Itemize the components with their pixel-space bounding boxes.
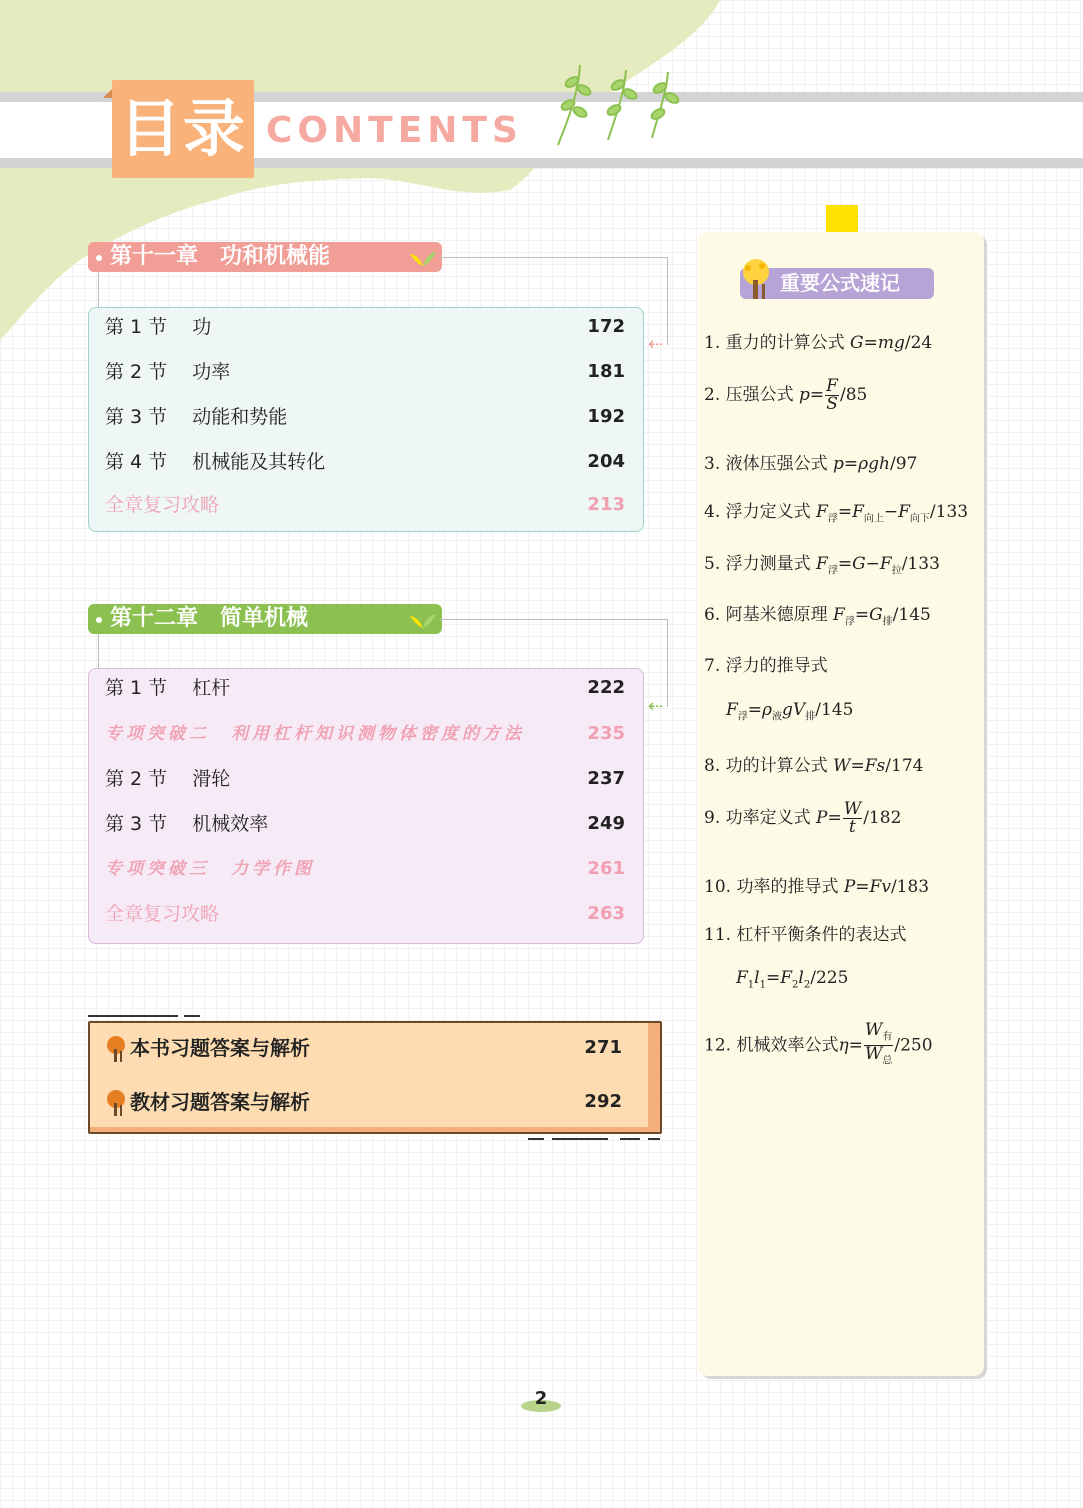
toc-entry[interactable]: [105, 357, 625, 387]
formula-label: 11. 杠杆平衡条件的表达式: [704, 925, 907, 945]
toc-entry-label: 第 2 节 滑轮: [105, 768, 231, 790]
formula-subscript: 浮: [844, 616, 855, 628]
toc-entry[interactable]: [105, 809, 625, 839]
chapter-11-title: 第十一章 功和机械能: [110, 244, 331, 269]
formula-item: [704, 328, 932, 353]
formula-expression: =G−F: [837, 554, 892, 574]
formula-expression: F: [736, 968, 748, 988]
formula-label: 3. 液体压强公式: [704, 454, 834, 474]
leaves-decoration-icon: [548, 60, 688, 150]
formula-subscript: 1: [747, 979, 755, 991]
toc-entry-label: 全章复习攻略: [105, 903, 220, 925]
answers-entry-page: 292: [584, 1091, 622, 1112]
toc-entry-label: 第 2 节 功率: [105, 361, 231, 383]
fraction: [843, 801, 862, 836]
formula-page: /145: [815, 700, 854, 720]
formula-subscript: 有: [882, 1031, 893, 1043]
decorative-dash: [648, 1138, 660, 1140]
fraction-numerator: [864, 1022, 893, 1046]
toc-entry-label: 第 3 节 机械效率: [105, 813, 269, 835]
formula-label: 8. 功的计算公式: [704, 756, 834, 776]
arrow-left-icon: ⇠: [648, 334, 664, 355]
formula-expression: gV: [782, 700, 806, 720]
bullet-icon: [96, 617, 102, 623]
formula-label: 6. 阿基米德原理: [704, 605, 834, 625]
formula-expression: p=: [799, 385, 825, 405]
formula-subscript: 2: [792, 979, 799, 991]
formula-page: /97: [889, 454, 918, 474]
fraction-denominator-text: W: [864, 1044, 883, 1065]
formula-label: 10. 功率的推导式: [704, 877, 844, 897]
formula-subscript: 排: [882, 616, 893, 628]
decorative-dash: [528, 1138, 544, 1140]
formula-subscript: 向下: [909, 513, 930, 525]
formula-subscript: 向上: [863, 513, 884, 525]
decorative-dash: [88, 1015, 178, 1017]
formula-label: 5. 浮力测量式: [704, 554, 817, 574]
toc-entry[interactable]: [105, 402, 625, 432]
toc-entry-page: 192: [587, 406, 625, 427]
formula-item: [704, 651, 828, 676]
toc-entry-page: 222: [587, 677, 625, 698]
formula-subscript: 浮: [737, 711, 748, 723]
toc-entry-label: 专项突破二 利用杠杆知识测物体密度的方法: [105, 724, 525, 744]
formula-page: /133: [901, 554, 940, 574]
formula-subscript: 1: [759, 979, 766, 991]
formula-item: [704, 1022, 933, 1070]
formula-subscript: 浮: [827, 565, 838, 577]
decorative-dash: [620, 1138, 640, 1140]
chapter-11-header[interactable]: [88, 242, 442, 272]
formula-expression: l: [798, 968, 804, 988]
formula-expression: P=: [816, 808, 842, 828]
formula-expression: G=mg: [850, 333, 905, 353]
toc-entry-page: 261: [587, 858, 625, 879]
tree-icon: [104, 1089, 128, 1117]
answers-entry-label: 教材习题答案与解析: [130, 1090, 310, 1114]
formula-label: 9. 功率定义式: [704, 808, 817, 828]
fraction-denominator: t: [849, 817, 856, 837]
formula-page: /85: [839, 385, 868, 405]
formula-page: /183: [890, 877, 930, 897]
formula-item: [704, 751, 923, 776]
formula-item-line2: [736, 968, 848, 990]
chapter-12-title: 第十二章 简单机械: [110, 606, 309, 631]
formula-label: 4. 浮力定义式: [704, 502, 817, 522]
page-subtitle: CONTENTS: [266, 110, 523, 151]
formula-expression: =F: [837, 502, 864, 522]
toc-entry[interactable]: [105, 447, 625, 477]
formula-subscript: 排: [805, 711, 816, 723]
toc-entry[interactable]: [105, 764, 625, 794]
formula-expression: η=: [838, 1035, 863, 1056]
answers-box: [88, 1021, 662, 1134]
fraction-denominator: S: [826, 394, 838, 414]
toc-entry-review[interactable]: [105, 490, 625, 520]
toc-entry-page: 172: [587, 316, 625, 337]
formula-page: /145: [892, 605, 931, 625]
formula-panel-title: 重要公式速记: [740, 268, 934, 299]
formula-expression: F: [816, 554, 828, 574]
formula-expression: l: [754, 968, 760, 988]
formula-item: [704, 801, 901, 836]
tree-icon: [104, 1035, 128, 1063]
toc-entry-special[interactable]: [105, 854, 625, 884]
fraction-numerator-text: W: [864, 1020, 883, 1040]
sprout-icon: [408, 610, 438, 630]
toc-entry-label: 全章复习攻略: [105, 494, 220, 516]
toc-entry[interactable]: [105, 673, 625, 703]
toc-entry-page: 213: [587, 494, 625, 515]
toc-entry-label: 专项突破三 力学作图: [105, 859, 315, 879]
toc-entry-page: 249: [587, 813, 625, 834]
page-title: 目录: [118, 92, 247, 165]
formula-label: 1. 重力的计算公式: [704, 333, 851, 353]
formula-label: 12. 机械效率公式: [704, 1035, 839, 1056]
formula-subscript: 浮: [827, 513, 838, 525]
formula-expression: p=ρgh: [833, 454, 890, 474]
answers-entry[interactable]: [104, 1033, 622, 1063]
formula-subscript: 总: [882, 1055, 893, 1067]
formula-label: 2. 压强公式: [704, 385, 800, 405]
toc-entry-page: 263: [587, 903, 625, 924]
fraction: [864, 1022, 893, 1070]
chapter-12-header[interactable]: [88, 604, 442, 634]
formula-expression: F: [726, 700, 738, 720]
panel-tab: [826, 205, 858, 233]
toc-entry-page: 235: [587, 723, 625, 744]
formula-item: [704, 378, 867, 413]
toc-entry-label: 第 1 节 功: [105, 316, 212, 338]
formula-item: [704, 600, 931, 627]
formula-page: /174: [885, 756, 924, 776]
formula-expression: =ρ: [747, 700, 773, 720]
formula-expression: P=Fv: [843, 877, 891, 897]
decorative-dash: [552, 1138, 608, 1140]
toc-entry-review[interactable]: [105, 899, 625, 929]
formula-item: [704, 449, 917, 474]
answers-box-shadow: [648, 1023, 660, 1132]
formula-expression: F: [816, 502, 828, 522]
formula-item-line2: [726, 700, 853, 722]
fraction-denominator: [864, 1046, 893, 1069]
chapter-12-section-list: [88, 668, 644, 944]
formula-page: /225: [810, 968, 849, 988]
formula-page: /133: [929, 502, 969, 522]
formula-expression: F: [833, 605, 845, 625]
toc-entry-label: 第 3 节 动能和势能: [105, 406, 288, 428]
formula-item: [704, 497, 968, 524]
sprout-icon: [408, 248, 438, 268]
formula-expression: W=Fs: [833, 756, 886, 776]
chapter-11-section-list: [88, 307, 644, 532]
formula-item: [704, 920, 906, 945]
page-number: 2: [534, 1388, 548, 1409]
answers-entry-label: 本书习题答案与解析: [130, 1036, 310, 1060]
fraction-numerator: F: [826, 376, 838, 396]
formula-label: 7. 浮力的推导式: [704, 656, 828, 676]
tree-icon: [738, 258, 774, 300]
answers-entry-page: 271: [584, 1037, 622, 1058]
toc-entry-page: 181: [587, 361, 625, 382]
decorative-dash: [184, 1015, 200, 1017]
formula-item: [704, 549, 940, 576]
answers-entry[interactable]: [104, 1087, 622, 1117]
answers-box-shadow: [90, 1127, 660, 1132]
formula-subscript: 2: [803, 979, 811, 991]
toc-entry-special[interactable]: [105, 719, 625, 749]
formula-page: /182: [863, 808, 902, 828]
formula-item: [704, 872, 929, 897]
formula-expression: −F: [883, 502, 910, 522]
fraction-numerator: W: [843, 799, 862, 819]
formula-expression: =F: [765, 968, 793, 988]
toc-entry-page: 237: [587, 768, 625, 789]
formula-expression: =G: [854, 605, 883, 625]
toc-entry-page: 204: [587, 451, 625, 472]
toc-entry[interactable]: [105, 312, 625, 342]
toc-entry-label: 第 4 节 机械能及其转化: [105, 451, 326, 473]
formula-subscript: 液: [772, 711, 783, 723]
formula-page: /250: [894, 1035, 933, 1056]
arrow-left-icon: ⇠: [648, 696, 664, 717]
bullet-icon: [96, 255, 102, 261]
toc-entry-label: 第 1 节 杠杆: [105, 677, 231, 699]
fraction: [825, 378, 839, 413]
formula-page: /24: [904, 333, 933, 353]
formula-subscript: 拉: [891, 565, 902, 577]
